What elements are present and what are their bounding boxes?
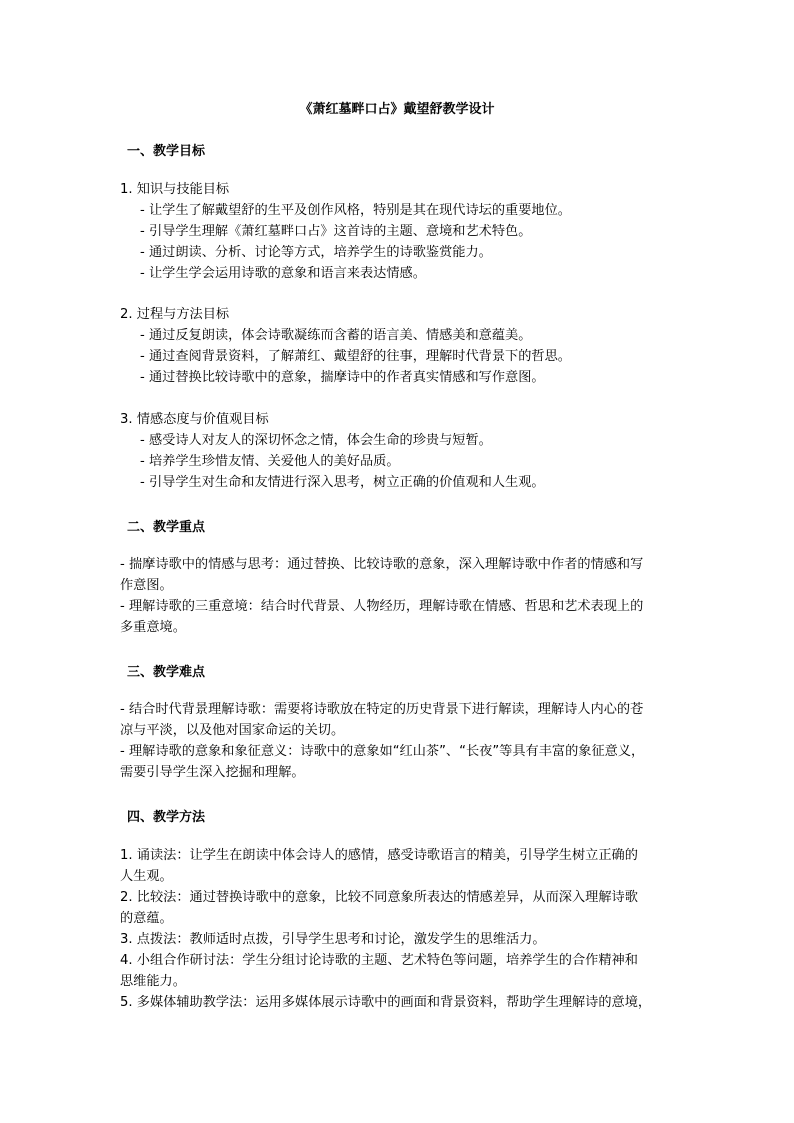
method-line: 3. 点拨法：教师适时点拨，引导学生思考和讨论，激发学生的思维活力。 [120, 932, 546, 947]
method-line: 5. 多媒体辅助教学法：运用多媒体展示诗歌中的画面和背景资料，帮助学生理解诗的意境， [120, 995, 652, 1010]
goal-title-knowledge: 1. 知识与技能目标 [120, 182, 230, 197]
section-heading-key-points: 二、教学重点 [127, 520, 206, 535]
goal-item: - 引导学生对生命和友情进行深入思考，树立正确的价值观和人生观。 [140, 475, 545, 490]
method-line: 1. 诵读法：让学生在朗读中体会诗人的感情，感受诗歌语言的精美，引导学生树立正确的 [120, 848, 638, 863]
goal-item: - 通过朗读、分析、讨论等方式，培养学生的诗歌鉴赏能力。 [140, 245, 492, 260]
paragraph-line: 多重意境。 [120, 620, 186, 635]
section-heading-difficulties: 三、教学难点 [127, 665, 206, 680]
goal-item: - 让学生学会运用诗歌的意象和语言来表达情感。 [140, 266, 426, 281]
goal-item: - 通过替换比较诗歌中的意象，揣摩诗中的作者真实情感和写作意图。 [140, 370, 545, 385]
goal-title-values: 3. 情感态度与价值观目标 [120, 412, 269, 427]
paragraph-line: - 理解诗歌的三重意境：结合时代背景、人物经历，理解诗歌在情感、哲思和艺术表现上的 [120, 599, 644, 614]
paragraph-line: 需要引导学生深入挖掘和理解。 [120, 765, 305, 780]
document-title: 《萧红墓畔口占》戴望舒教学设计 [299, 102, 495, 117]
goal-item: - 通过反复朗读，体会诗歌凝练而含蓄的语言美、情感美和意蕴美。 [140, 328, 532, 343]
paragraph-line: 作意图。 [120, 578, 173, 593]
goal-item: - 通过查阅背景资料，了解萧红、戴望舒的往事，理解时代背景下的哲思。 [140, 349, 571, 364]
goal-item: - 培养学生珍惜友情、关爱他人的美好品质。 [140, 454, 400, 469]
goal-title-process: 2. 过程与方法目标 [120, 307, 230, 322]
method-line: 人生观。 [120, 869, 173, 884]
method-line: 4. 小组合作研讨法：学生分组讨论诗歌的主题、艺术特色等问题，培养学生的合作精神和 [120, 953, 638, 968]
section-heading-methods: 四、教学方法 [127, 810, 206, 825]
section-heading-objectives: 一、教学目标 [127, 144, 206, 159]
goal-item: - 感受诗人对友人的深切怀念之情，体会生命的珍贵与短暂。 [140, 433, 492, 448]
paragraph-line: - 理解诗歌的意象和象征意义：诗歌中的意象如“红山茶”、“长夜”等具有丰富的象征意义， [120, 744, 645, 759]
paragraph-line: - 揣摩诗歌中的情感与思考：通过替换、比较诗歌的意象，深入理解诗歌中作者的情感和写 [120, 557, 644, 572]
paragraph-line: 凉与平淡，以及他对国家命运的关切。 [120, 723, 345, 738]
method-line: 的意蕴。 [120, 911, 173, 926]
method-line: 2. 比较法：通过替换诗歌中的意象，比较不同意象所表达的情感差异，从而深入理解诗歌 [120, 890, 638, 905]
goal-item: - 让学生了解戴望舒的生平及创作风格，特别是其在现代诗坛的重要地位。 [140, 203, 571, 218]
goal-item: - 引导学生理解《萧红墓畔口占》这首诗的主题、意境和艺术特色。 [140, 224, 532, 239]
method-line: 思维能力。 [120, 974, 186, 989]
paragraph-line: - 结合时代背景理解诗歌：需要将诗歌放在特定的历史背景下进行解读，理解诗人内心的苍 [120, 702, 644, 717]
